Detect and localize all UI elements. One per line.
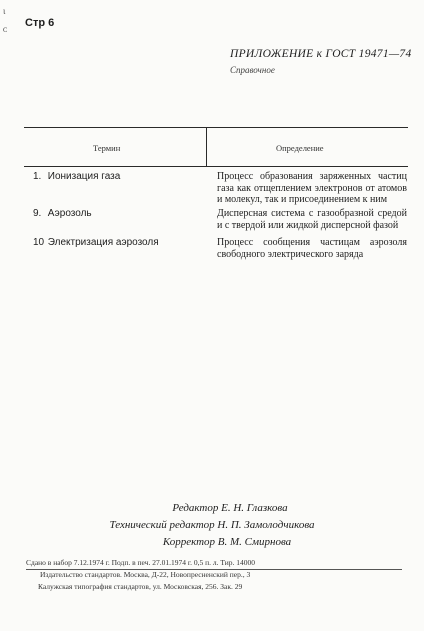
table-column-divider xyxy=(206,127,207,167)
margin-mark: ɩ xyxy=(3,6,6,16)
table-row-definition: Дисперсная система с газообразной средой и с твердой или жидкой дисперсной фазой xyxy=(217,208,407,231)
term-number: 1. xyxy=(33,171,42,182)
term-text: Аэрозоль xyxy=(47,208,92,219)
imprint-print-details: Сдано в набор 7.12.1974 г. Подп. в печ. 27.01.1974 г. 0,5 п. л. Тир. 14000 xyxy=(26,558,255,567)
column-header-definition: Определение xyxy=(276,143,324,153)
table-top-rule xyxy=(24,127,408,128)
page-number: Стр 6 xyxy=(25,17,55,29)
editor-credit: Редактор Е. Н. Глазкова xyxy=(172,502,288,514)
margin-mark: ᴄ xyxy=(3,24,8,34)
term-number: 10 xyxy=(33,237,45,248)
column-header-term: Термин xyxy=(93,143,121,153)
term-text: Ионизация газа xyxy=(47,171,121,182)
term-number: 9. xyxy=(33,208,42,219)
table-row-definition: Процесс образования заряженных частиц газа как отщеплением электронов от атомов и молекул, так и присоединением к ним xyxy=(217,171,407,205)
table-header-rule xyxy=(24,166,408,167)
appendix-note: Справочное xyxy=(230,65,275,75)
tech-editor-credit: Технический редактор Н. П. Замолодчикова xyxy=(109,519,315,531)
imprint-printer: Калужская типография стандартов, ул. Московская, 256. Зак. 29 xyxy=(38,582,243,591)
table-row-definition: Процесс сообщения частицам аэрозоля свободного электрического заряда xyxy=(217,237,407,260)
corrector-credit: Корректор В. М. Смирнова xyxy=(162,536,292,548)
term-text: Электризация аэрозоля xyxy=(47,237,159,248)
appendix-title: ПРИЛОЖЕНИЕ к ГОСТ 19471—74 xyxy=(230,48,412,60)
table-row-term xyxy=(33,171,120,182)
table-row-term xyxy=(33,208,92,219)
table-row-term xyxy=(33,237,159,248)
imprint-publisher: Издательство стандартов. Москва, Д-22, Новопресненский пер., 3 xyxy=(40,570,251,579)
